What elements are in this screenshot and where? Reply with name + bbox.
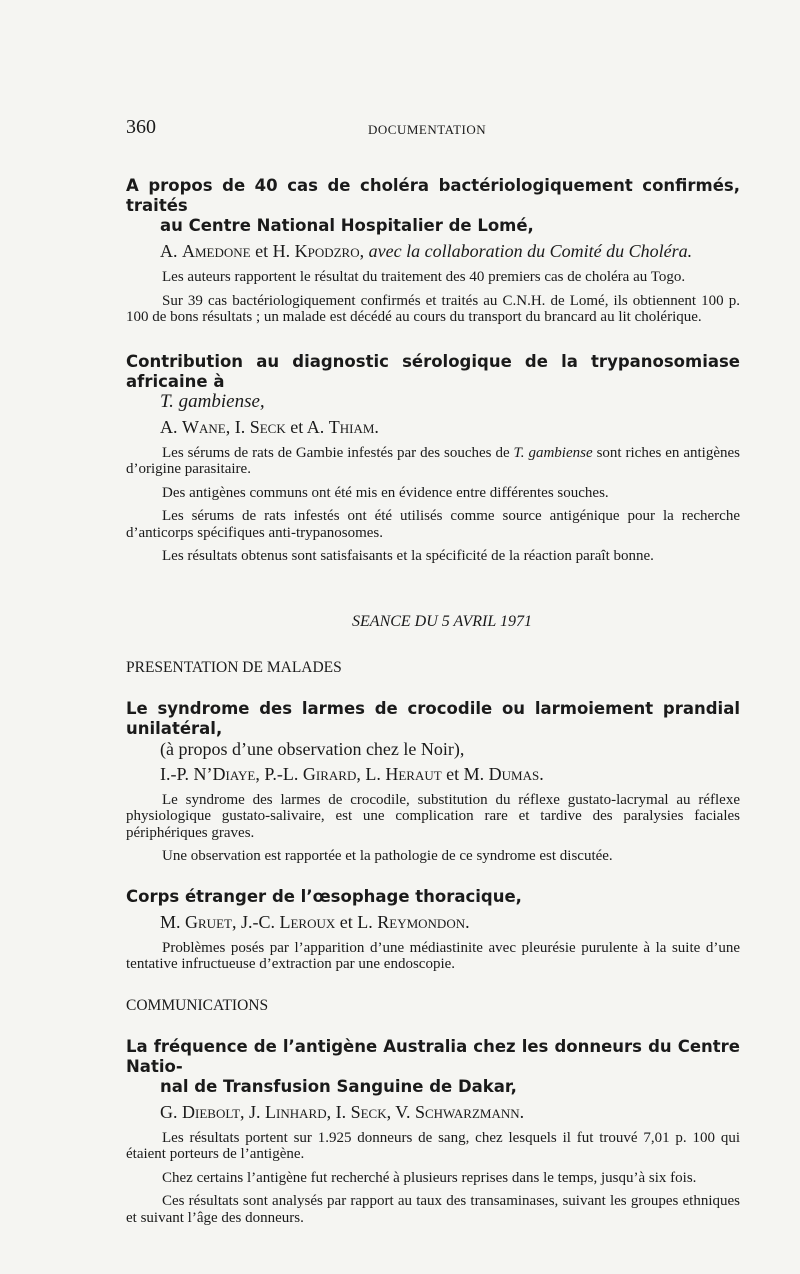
article-title: A propos de 40 cas de choléra bactériologiquement confirmés, traités au Centre National Hospitalier de Lomé, (126, 176, 740, 235)
abstract-paragraph: Les auteurs rapportent le résultat du traitement des 40 premiers cas de choléra au Togo. (162, 269, 686, 285)
abstract-paragraph: Une observation est rapportée et la pathologie de ce syndrome est discutée. (162, 848, 613, 864)
abstract-paragraph: Chez certains l’antigène fut recherché à plusieurs reprises dans le temps, jusqu’à six fois. (162, 1169, 697, 1186)
article-authors: G. Diebolt, J. Linhard, I. Seck, V. Schwarzmann. (160, 1101, 525, 1122)
session-heading: SEANCE DU 5 AVRIL 1971 (352, 612, 532, 630)
page-number: 360 (126, 116, 156, 138)
article-crocodile-tears (126, 699, 740, 865)
section-heading: PRESENTATION DE MALADES (126, 658, 342, 676)
article-authors: A. Amedone et H. Kpodzro, avec la collaboration du Comité du Choléra. (160, 241, 693, 261)
article-title: Corps étranger de l’œsophage thoracique, (126, 886, 522, 906)
abstract-paragraph: Problèmes posés par l’apparition d’une médiastinite avec pleurésie purulente à la suite d’une tentative infructueuse d’extraction par une endoscopie. (126, 939, 740, 972)
running-title: DOCUMENTATION (368, 122, 487, 137)
page (126, 112, 740, 1226)
article-title: Contribution au diagnostic sérologique de la trypanosomiase africaine à T. gambiense, (126, 351, 740, 412)
abstract-paragraph: Les résultats obtenus sont satisfaisants et la spécificité de la réaction paraît bonne. (162, 548, 654, 564)
article-authors: M. Gruet, J.-C. Leroux et L. Reymondon. (160, 911, 470, 932)
abstract-paragraph: Les résultats portent sur 1.925 donneurs de sang, chez lesquels il fut trouvé 7,01 p. 100 qui étaient porteurs de l’antigène. (126, 1129, 740, 1162)
article-cholera (126, 176, 740, 326)
article-oesophage (126, 887, 740, 973)
running-header (126, 112, 740, 146)
article-trypanosomiase (126, 352, 740, 565)
section-heading: COMMUNICATIONS (126, 996, 269, 1014)
article-authors: I.-P. N’Diaye, P.-L. Girard, L. Heraut et M. Dumas. (160, 763, 544, 784)
article-title: La fréquence de l’antigène Australia chez les donneurs du Centre Natio- nal de Transfusion Sanguine de Dakar, (126, 1036, 740, 1096)
abstract-paragraph: Des antigènes communs ont été mis en évidence entre différentes souches. (162, 484, 609, 501)
abstract-paragraph: Les sérums de rats de Gambie infestés par des souches de T. gambiense sont riches en antigènes d’origine parasitaire. (126, 444, 740, 477)
abstract-paragraph: Les sérums de rats infestés ont été utilisés comme source antigénique pour la recherche d’anticorps spécifiques anti-trypanosomes. (126, 508, 740, 541)
article-authors: A. Wane, I. Seck et A. Thiam. (160, 416, 379, 437)
abstract-paragraph: Le syndrome des larmes de crocodile, substitution du réflexe gustato-lacrymal au réflexe physiologique gustato-salivaire, est une complication rare et tardive des paralysies faciales périphériques graves. (126, 791, 740, 841)
abstract-paragraph: Sur 39 cas bactériologiquement confirmés et traités au C.N.H. de Lomé, ils obtiennent 100 p. 100 de bons résultats ; un malade est décédé au cours du transport du brancard au lit cholérique. (126, 292, 740, 325)
abstract-paragraph: Ces résultats sont analysés par rapport au taux des transaminases, suivant les groupes ethniques et suivant l’âge des donneurs. (126, 1193, 740, 1226)
article-australia-antigen (126, 1037, 740, 1227)
article-title: Le syndrome des larmes de crocodile ou larmoiement prandial unilatéral, (à propos d’une observation chez le Noir), (126, 698, 740, 759)
